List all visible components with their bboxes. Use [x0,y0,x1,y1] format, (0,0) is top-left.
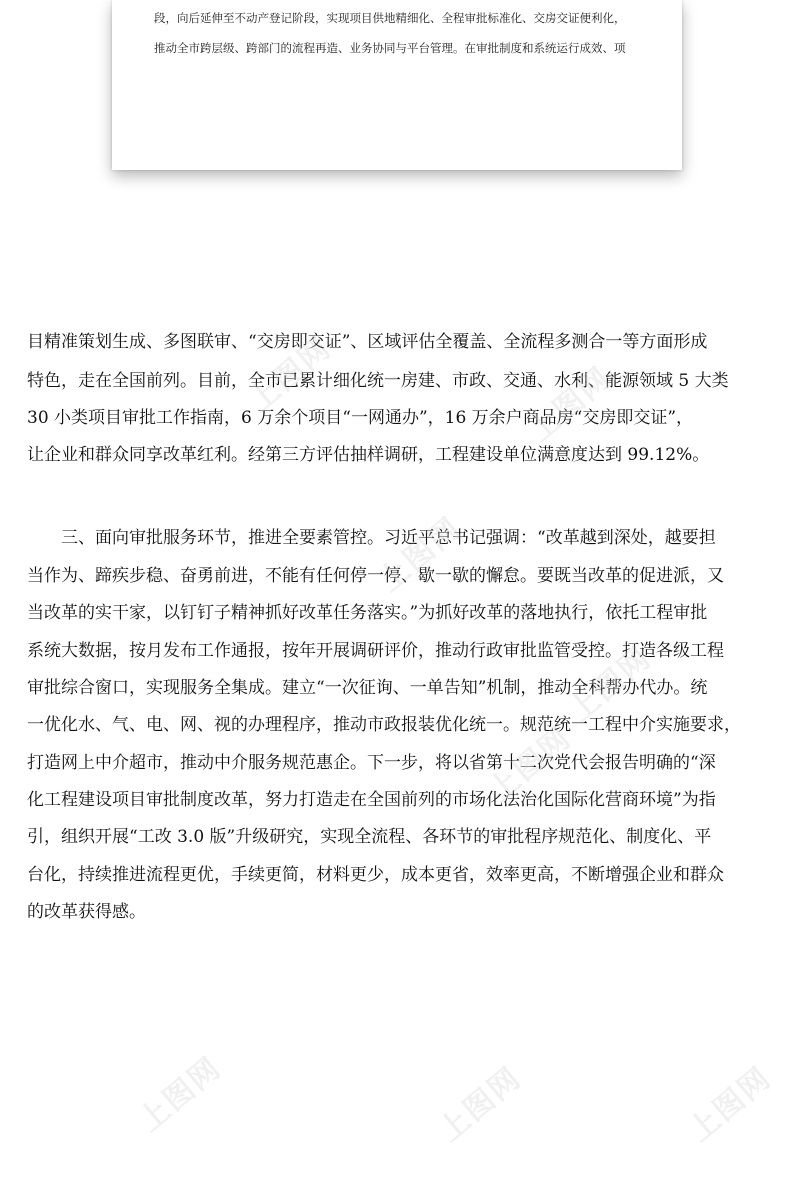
watermark: 上图网 [372,510,469,599]
body-line-8: 系统大数据，按月发布工作通报，按年开展调研评价，推动行政审批监管受控。打造各级工程 [27,641,724,661]
body-line-13: 引，组织开展“工改 3.0 版”升级研究，实现全流程、各环节的审批程序规范化、制度化、平 [27,827,712,847]
watermark: 上图网 [132,1050,229,1139]
body-line-7: 当改革的实干家，以钉钉子精神抓好改革任务落实。”为抓好改革的落地执行，依托工程审批 [27,603,708,623]
body-line-3: 30 小类项目审批工作指南，6 万余个项目“一网通办”，16 万余户商品房“交房即交证”， [27,408,694,428]
body-line-15: 的改革获得感。 [27,902,146,922]
body-line-4: 让企业和群众同享改革红利。经第三方评估抽样调研，工程建设单位满意度达到 99.12%。 [27,445,710,465]
card-text-line-1: 段，向后延伸至不动产登记阶段，实现项目供地精细化、全程审批标准化、交房交证便利化， [154,11,626,25]
document-page-preview [112,0,682,170]
body-line-2: 特色，走在全国前列。目前，全市已累计细化统一房建、市政、交通、水利、能源领域 5 大类 [27,371,729,391]
body-line-11: 打造网上中介超市，推动中介服务规范惠企。下一步，将以省第十二次党代会报告明确的“深 [27,753,716,773]
body-line-14: 台化，持续推进流程更优，手续更简，材料更少，成本更省，效率更高，不断增强企业和群众 [27,865,724,885]
watermark: 上图网 [242,330,339,419]
body-line-12: 化工程建设项目审批制度改革，努力打造走在全国前列的市场化法治化国际化营商环境”为指 [27,790,716,810]
watermark: 上图网 [522,360,619,449]
body-line-1: 目精准策划生成、多图联审、“交房即交证”、区域评估全覆盖、全流程多测合一等方面形成 [27,332,708,352]
body-line-6: 当作为、蹄疾步稳、奋勇前进，不能有任何停一停、歇一歇的懈怠。要既当改革的促进派，又 [27,566,724,586]
body-line-9: 审批综合窗口，实现服务全集成。建立“一次征询、一单告知”机制，推动全科帮办代办。统 [27,678,708,698]
watermark: 上图网 [562,640,659,729]
watermark: 上图网 [482,720,579,809]
body-line-10: 一优化水、气、电、网、视的办理程序，推动市政报装优化统一。规范统一工程中介实施要求， [27,715,741,735]
watermark: 上图网 [682,1060,779,1149]
card-text-line-2: 推动全市跨层级、跨部门的流程再造、业务协同与平台管理。在审批制度和系统运行成效、项 [154,41,626,55]
watermark: 上图网 [432,1060,529,1149]
body-line-5: 三、面向审批服务环节，推进全要素管控。习近平总书记强调：“改革越到深处，越要担 [27,528,716,548]
